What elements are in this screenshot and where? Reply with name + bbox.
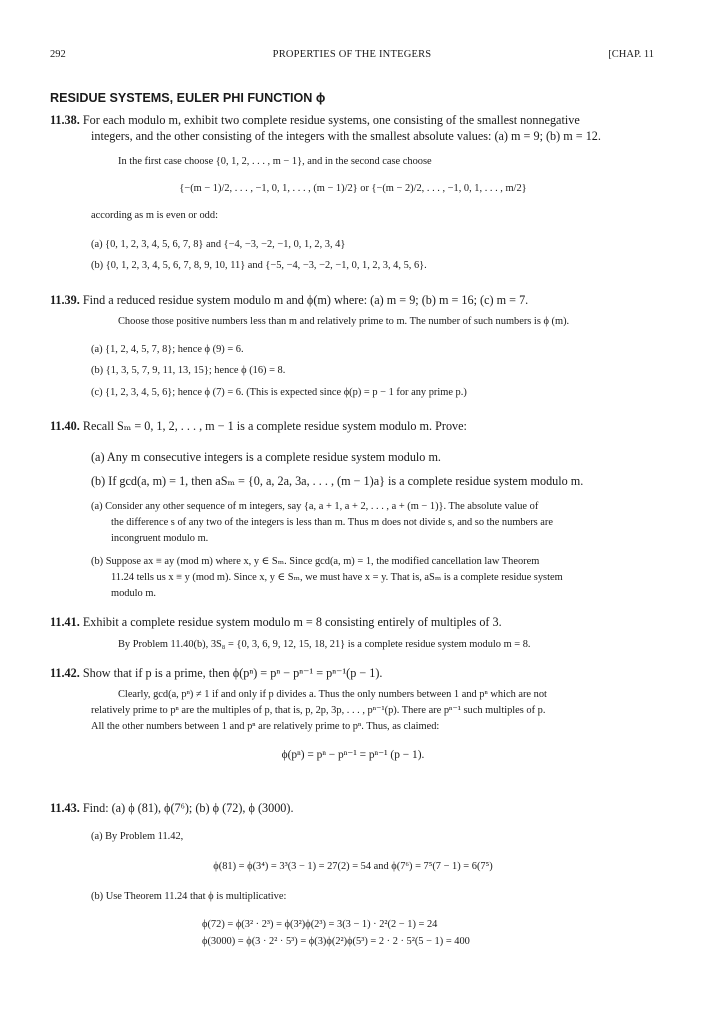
solution-line-2: relatively prime to pⁿ are the multiples of p, that is, p, 2p, 3p, . . . , pⁿ⁻¹(p). There are pⁿ⁻¹ such multiples of p. — [91, 705, 546, 716]
problem-number: 11.40. — [50, 419, 80, 433]
problem-11-41 — [50, 614, 656, 630]
solution-a-line-1: (a) Consider any other sequence of m integers, say {a, a + 1, a + 2, . . . , a + (m − 1)}. The absolute value of — [91, 501, 539, 512]
solution-line: according as m is even or odd: — [91, 210, 218, 221]
solution-a-line-3: incongruent modulo m. — [111, 533, 209, 544]
problem-11-43 — [50, 800, 656, 816]
statement-line-1: For each modulo m, exhibit two complete residue systems, one consisting of the smallest nonnegative — [82, 113, 580, 127]
part-b-statement: (b) If gcd(a, m) = 1, then aSₘ = {0, a, 2a, 3a, . . . , (m − 1)a} is a complete residue system modulo m. — [91, 474, 584, 488]
chapter-label: [CHAP. 11 — [608, 49, 654, 60]
display-equation: ϕ(81) = ϕ(3⁴) = 3³(3 − 1) = 27(2) = 54 and ϕ(7⁶) = 7⁵(7 − 1) = 6(7⁵) — [213, 861, 493, 872]
problem-11-38 — [50, 112, 656, 144]
problem-number: 11.39. — [50, 293, 80, 307]
solution-line-3: All the other numbers between 1 and pⁿ are relatively prime to pⁿ. Thus, as claimed: — [91, 721, 440, 732]
solution-b-head: (b) Use Theorem 11.24 that ϕ is multiplicative: — [91, 891, 287, 902]
running-title: PROPERTIES OF THE INTEGERS — [272, 49, 432, 60]
problem-11-42 — [50, 665, 656, 681]
problem-statement: Find: (a) ϕ (81), ϕ(7⁶); (b) ϕ (72), ϕ (3000). — [82, 801, 294, 815]
problem-statement: Recall Sₘ = 0, 1, 2, . . . , m − 1 is a complete residue system modulo m. Prove: — [82, 419, 467, 433]
solution-line: By Problem 11.40(b), 3S₈ = {0, 3, 6, 9, 12, 15, 18, 21} is a complete residue system modulo m = 8. — [118, 639, 531, 650]
display-equation-1: ϕ(72) = ϕ(3² · 2³) = ϕ(3²)ϕ(2³) = 3(3 − 1) · 2²(2 − 1) = 24 — [202, 919, 438, 930]
problem-11-39 — [50, 292, 656, 308]
solution-line: In the first case choose {0, 1, 2, . . . , m − 1}, and in the second case choose — [118, 156, 432, 167]
problem-statement: Show that if p is a prime, then ϕ(pⁿ) = pⁿ − pⁿ⁻¹ = pⁿ⁻¹(p − 1). — [82, 666, 383, 680]
solution-line: Choose those positive numbers less than m and relatively prime to m. The number of such numbers is ϕ (m). — [118, 316, 570, 327]
problem-statement: Exhibit a complete residue system modulo m = 8 consisting entirely of multiples of 3. — [82, 615, 502, 629]
solution-b-line-2: 11.24 tells us x ≡ y (mod m). Since x, y ∈ Sₘ, we must have x = y. That is, aSₘ is a complete residue system — [111, 572, 563, 583]
solution-part-a: (a) {1, 2, 4, 5, 7, 8}; hence ϕ (9) = 6. — [91, 344, 244, 355]
problem-11-40 — [50, 418, 656, 434]
solution-part-b: (b) {0, 1, 2, 3, 4, 5, 6, 7, 8, 9, 10, 11} and {−5, −4, −3, −2, −1, 0, 1, 2, 3, 4, 5, 6}. — [91, 260, 427, 271]
problem-number: 11.43. — [50, 801, 80, 815]
solution-part-b: (b) {1, 3, 5, 7, 9, 11, 13, 15}; hence ϕ (16) = 8. — [91, 365, 286, 376]
solution-b-line-1: (b) Suppose ax ≡ ay (mod m) where x, y ∈ Sₘ. Since gcd(a, m) = 1, the modified cancellation law Theorem — [91, 556, 540, 567]
page-number: 292 — [50, 49, 66, 60]
display-equation: {−(m − 1)/2, . . . , −1, 0, 1, . . . , (m − 1)/2} or {−(m − 2)/2, . . . , −1, 0, 1, . . . , m/2} — [179, 183, 527, 194]
solution-line-1: Clearly, gcd(a, pⁿ) ≠ 1 if and only if p divides a. Thus the only numbers between 1 and pⁿ which are not — [118, 689, 547, 700]
solution-part-a: (a) {0, 1, 2, 3, 4, 5, 6, 7, 8} and {−4, −3, −2, −1, 0, 1, 2, 3, 4} — [91, 239, 346, 250]
solution-a-line-2: the difference s of any two of the integers is less than m. Thus m does not divide s, and so the numbers are — [111, 517, 553, 528]
part-a-statement: (a) Any m consecutive integers is a complete residue system modulo m. — [91, 450, 441, 464]
display-equation: ϕ(pⁿ) = pⁿ − pⁿ⁻¹ = pⁿ⁻¹ (p − 1). — [281, 749, 425, 761]
solution-b-line-3: modulo m. — [111, 588, 157, 599]
problem-number: 11.41. — [50, 615, 80, 629]
problem-statement — [50, 112, 656, 128]
problem-number: 11.42. — [50, 666, 80, 680]
problem-number: 11.38. — [50, 113, 80, 127]
statement-line-2: integers, and the other consisting of the integers with the smallest absolute values: (a) m = 9; (b) m = 12. — [91, 129, 601, 143]
section-title: RESIDUE SYSTEMS, EULER PHI FUNCTION ϕ — [50, 91, 326, 105]
solution-part-c: (c) {1, 2, 3, 4, 5, 6}; hence ϕ (7) = 6. (This is expected since ϕ(p) = p − 1 for any prime p.) — [91, 387, 467, 398]
display-equation-2: ϕ(3000) = ϕ(3 · 2² · 5³) = ϕ(3)ϕ(2²)ϕ(5³) = 2 · 2 · 5²(5 − 1) = 400 — [202, 936, 470, 947]
running-header — [50, 49, 654, 63]
solution-a-head: (a) By Problem 11.42, — [91, 831, 184, 842]
problem-statement: Find a reduced residue system modulo m and ϕ(m) where: (a) m = 9; (b) m = 16; (c) m = 7. — [82, 293, 529, 307]
